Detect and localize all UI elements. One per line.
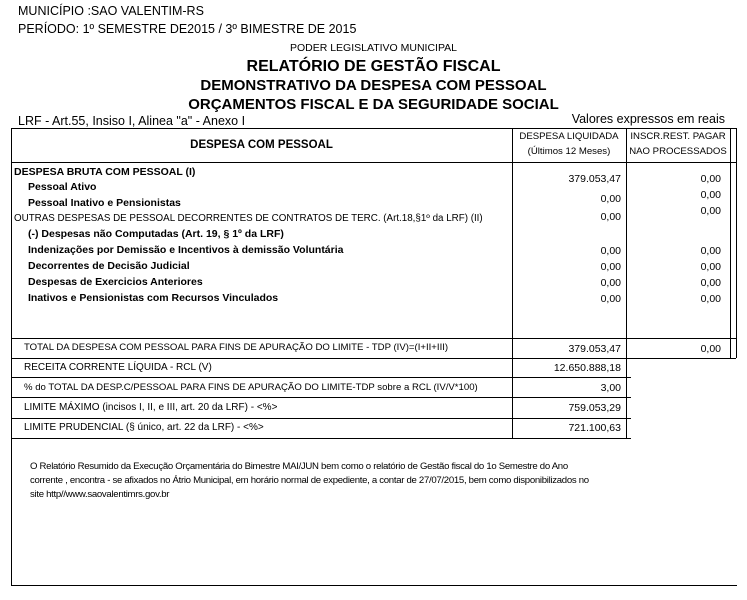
footnote-text: O Relatório Resumido da Execução Orçamentária do Bimestre MAI/JUN bem como o relatório de Gestão fiscal do 1o Semestre do Ano corrente , encontra - se afixados no Átrio Municipal, em horário normal de expediente, a contar de 27/07/2015, bem como disponibilizados no site http//www.saovalentimrs.gov.br — [30, 461, 589, 500]
value-decisao-judicial-liq: 0,00 — [600, 261, 621, 273]
values-unit-note: Valores expressos em reais — [571, 112, 725, 126]
row-despesa-bruta: DESPESA BRUTA COM PESSOAL (I) — [14, 166, 196, 178]
value-indenizacoes-liq: 0,00 — [600, 245, 621, 257]
col-header-liquidada: DESPESA LIQUIDADA — [519, 131, 619, 142]
col-header-liquidada-period: (Últimos 12 Meses) — [527, 146, 611, 157]
row-inativos-recursos-vinculados: Inativos e Pensionistas com Recursos Vinculados — [28, 292, 279, 304]
row-pessoal-ativo: Pessoal Ativo — [28, 181, 97, 193]
value-exercicios-anteriores-liq: 0,00 — [600, 277, 621, 289]
col-header-restos: INSCR.REST. PAGAR — [630, 131, 726, 142]
report-title: RELATÓRIO DE GESTÃO FISCAL — [246, 58, 501, 75]
row-indenizacoes: Indenizações por Demissão e Incentivos à demissão Voluntária — [28, 244, 344, 256]
value-exercicios-anteriores-rest: 0,00 — [700, 277, 721, 289]
row-limite-maximo: LIMITE MÁXIMO (incisos I, II, e III, art. 20 da LRF) - <%> — [24, 402, 278, 413]
value-total-despesa-rest: 0,00 — [700, 343, 721, 355]
col-header-nao-processados: NAO PROCESSADOS — [629, 146, 727, 157]
row-pessoal-inativo: Pessoal Inativo e Pensionistas — [28, 197, 181, 209]
row-percentual: % do TOTAL DA DESP.C/PESSOAL PARA FINS DE APURAÇÃO DO LIMITE-TDP sobre a RCL (IV/V*100) — [24, 382, 478, 393]
col-header-despesa: DESPESA COM PESSOAL — [190, 139, 333, 151]
value-outras-despesas-liq: 0,00 — [600, 211, 621, 223]
row-rcl: RECEITA CORRENTE LÍQUIDA - RCL (V) — [24, 362, 212, 373]
periodo-line: PERÍODO: 1º SEMESTRE DE2015 / 3º BIMESTRE DE 2015 — [18, 22, 357, 36]
value-total-despesa-liq: 379.053,47 — [568, 343, 621, 355]
lrf-reference: LRF - Art.55, Insiso I, Alinea "a" - Anexo I — [18, 114, 246, 128]
value-pessoal-inativo-liq: 0,00 — [600, 193, 621, 205]
row-decisao-judicial: Decorrentes de Decisão Judicial — [28, 260, 190, 272]
value-inativos-vinculados-liq: 0,00 — [600, 293, 621, 305]
value-limite-maximo: 759.053,29 — [568, 402, 621, 414]
value-indenizacoes-rest: 0,00 — [700, 245, 721, 257]
report-subtitle: DEMONSTRATIVO DA DESPESA COM PESSOAL — [200, 77, 547, 94]
value-rcl: 12.650.888,18 — [553, 362, 621, 374]
report-subtitle-2: ORÇAMENTOS FISCAL E DA SEGURIDADE SOCIAL — [188, 96, 559, 113]
value-pessoal-ativo-rest: 0,00 — [700, 189, 721, 201]
value-pessoal-inativo-rest: 0,00 — [700, 205, 721, 217]
value-limite-prudencial: 721.100,63 — [568, 422, 621, 434]
poder-line: PODER LEGISLATIVO MUNICIPAL — [289, 42, 458, 54]
row-despesas-nao-computadas: (-) Despesas não Computadas (Art. 19, § 1º da LRF) — [28, 228, 284, 240]
row-total-despesa: TOTAL DA DESPESA COM PESSOAL PARA FINS DE APURAÇÃO DO LIMITE - TDP (IV)=(I+II+III) — [24, 342, 449, 353]
value-inativos-vinculados-rest: 0,00 — [700, 293, 721, 305]
value-decisao-judicial-rest: 0,00 — [700, 261, 721, 273]
value-despesa-bruta-liq: 379.053,47 — [568, 173, 621, 185]
municipio-line: MUNICÍPIO :SAO VALENTIM-RS — [18, 4, 204, 18]
value-percentual: 3,00 — [600, 382, 621, 394]
row-limite-prudencial: LIMITE PRUDENCIAL (§ único, art. 22 da LRF) - <%> — [24, 422, 264, 433]
value-despesa-bruta-rest: 0,00 — [700, 173, 721, 185]
row-exercicios-anteriores: Despesas de Exercicios Anteriores — [28, 276, 203, 288]
row-outras-despesas: OUTRAS DESPESAS DE PESSOAL DECORRENTES DE CONTRATOS DE TERC. (Art.18,§1º da LRF) (II) — [14, 213, 483, 224]
